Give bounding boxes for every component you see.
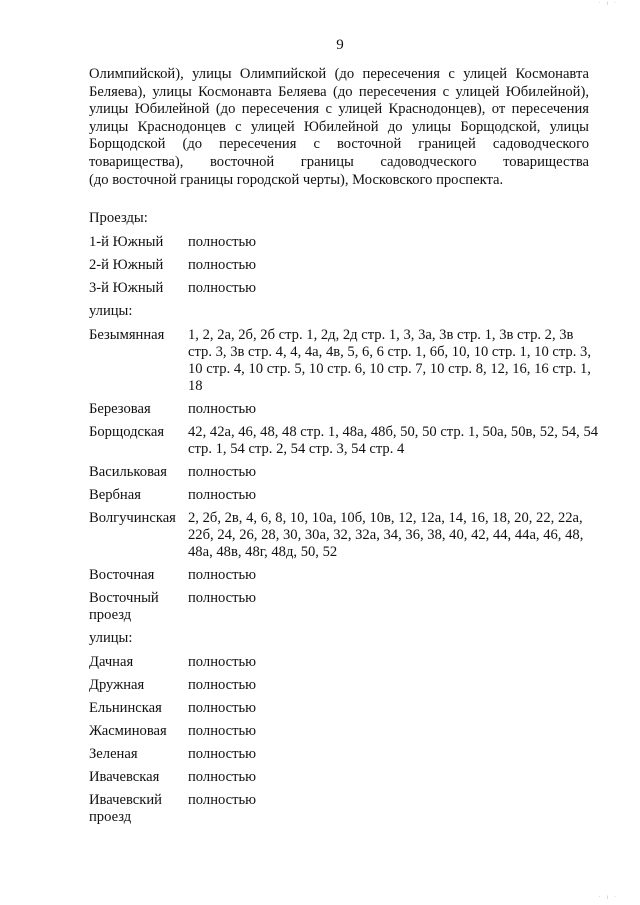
street-name: Борщодская <box>89 424 165 440</box>
street-coverage: 42, 42а, 46, 48, 48 стр. 1, 48а, 48б, 50, 50 стр. 1, 50а, 50в, 52, 54, 54 стр. 1, 54 стр. 2, 54 стр. 3, 54 стр. 4 <box>188 424 599 457</box>
intro-line: улицы Краснодонцев с улицей Юбилейной до улицы Борщодской, улицы <box>89 118 589 135</box>
intro-line: улицы Юбилейной (до пересечения с улицей Краснодонцев), от пересечения <box>89 101 589 118</box>
list-item <box>89 654 599 671</box>
list-item <box>89 746 599 763</box>
street-coverage: полностью <box>188 723 257 739</box>
street-coverage: 1, 2, 2а, 2б, 2б стр. 1, 2д, 2д стр. 1, 3, 3а, 3в стр. 1, 3в стр. 2, 3в стр. 3, 3в стр. 4, 4, 4а, 4в, 5, 6, 6 стр. 1, 6б, 10, 10 стр. 1, 10 стр. 3, 10 стр. 4, 10 стр. 5, 10 стр. 6, 10 стр. 7, 10 стр. 8, 12, 16, 16 стр. 1, 18 <box>188 327 591 394</box>
list-item <box>89 424 599 458</box>
section-header-passages: Проезды: <box>89 210 148 226</box>
street-name: 3-й Южный <box>89 280 164 296</box>
list-item <box>89 257 599 274</box>
list-item <box>89 567 599 584</box>
page-number: 9 <box>336 37 344 53</box>
intro-line: Беляева), улицы Космонавта Беляева (до пересечения с улицей Юбилейной), <box>89 83 589 100</box>
list-item <box>89 590 599 624</box>
street-coverage: полностью <box>188 792 257 808</box>
list-item <box>89 327 599 395</box>
list-item <box>89 510 599 561</box>
street-name: Ивачевская <box>89 769 160 785</box>
list-item <box>89 280 599 297</box>
street-name: Ельнинская <box>89 700 162 716</box>
section-header-streets: улицы: <box>89 303 133 319</box>
corner-mark-bottom: · ı · <box>598 894 618 901</box>
list-item <box>89 487 599 504</box>
street-name: Волгучинская <box>89 510 176 526</box>
list-item <box>89 234 599 251</box>
list-item <box>89 723 599 740</box>
street-list <box>89 210 599 832</box>
list-item <box>89 677 599 694</box>
list-item <box>89 792 599 826</box>
street-name: Вербная <box>89 487 141 503</box>
street-coverage: полностью <box>188 700 257 716</box>
street-coverage: полностью <box>188 280 257 296</box>
street-name: Восточный проезд <box>89 590 159 623</box>
intro-line: товарищества), восточной границы садоводческого товарищества <box>89 153 589 170</box>
street-name: Безымянная <box>89 327 165 343</box>
list-item <box>89 464 599 481</box>
intro-line: (до восточной границы городской черты), Московского проспекта. <box>89 171 504 188</box>
intro-line: Борщодской (до пересечения с восточной границей садоводческого <box>89 136 589 153</box>
list-item <box>89 700 599 717</box>
street-name: Зеленая <box>89 746 138 762</box>
list-item <box>89 401 599 418</box>
street-coverage: полностью <box>188 401 257 417</box>
list-item <box>89 769 599 786</box>
street-coverage: полностью <box>188 257 257 273</box>
street-coverage: полностью <box>188 464 257 480</box>
street-coverage: полностью <box>188 654 257 670</box>
street-coverage: полностью <box>188 769 257 785</box>
intro-line: Олимпийской), улицы Олимпийской (до пересечения с улицей Космонавта <box>89 66 589 82</box>
corner-mark-top: · ı · <box>598 0 618 7</box>
street-name: Дружная <box>89 677 145 693</box>
street-coverage: полностью <box>188 567 257 583</box>
section-header-streets: улицы: <box>89 630 133 646</box>
street-name: Васильковая <box>89 464 167 480</box>
street-coverage: полностью <box>188 746 257 762</box>
street-coverage: 2, 2б, 2в, 4, 6, 8, 10, 10а, 10б, 10в, 12, 12а, 14, 16, 18, 20, 22, 22а, 22б, 24, 26, 28, 30, 30а, 32, 32а, 34, 36, 38, 40, 42, 44, 44а, 46, 48, 48а, 48в, 48г, 48д, 50, 52 <box>188 510 584 560</box>
street-name: 2-й Южный <box>89 257 164 273</box>
street-coverage: полностью <box>188 234 257 250</box>
street-name: Восточная <box>89 567 155 583</box>
street-name: Дачная <box>89 654 134 670</box>
street-coverage: полностью <box>188 590 257 606</box>
street-name: Ивачевский проезд <box>89 792 162 825</box>
street-coverage: полностью <box>188 487 257 503</box>
street-name: 1-й Южный <box>89 234 164 250</box>
intro-paragraph <box>89 66 589 189</box>
street-coverage: полностью <box>188 677 257 693</box>
street-name: Березовая <box>89 401 151 417</box>
street-name: Жасминовая <box>89 723 167 739</box>
